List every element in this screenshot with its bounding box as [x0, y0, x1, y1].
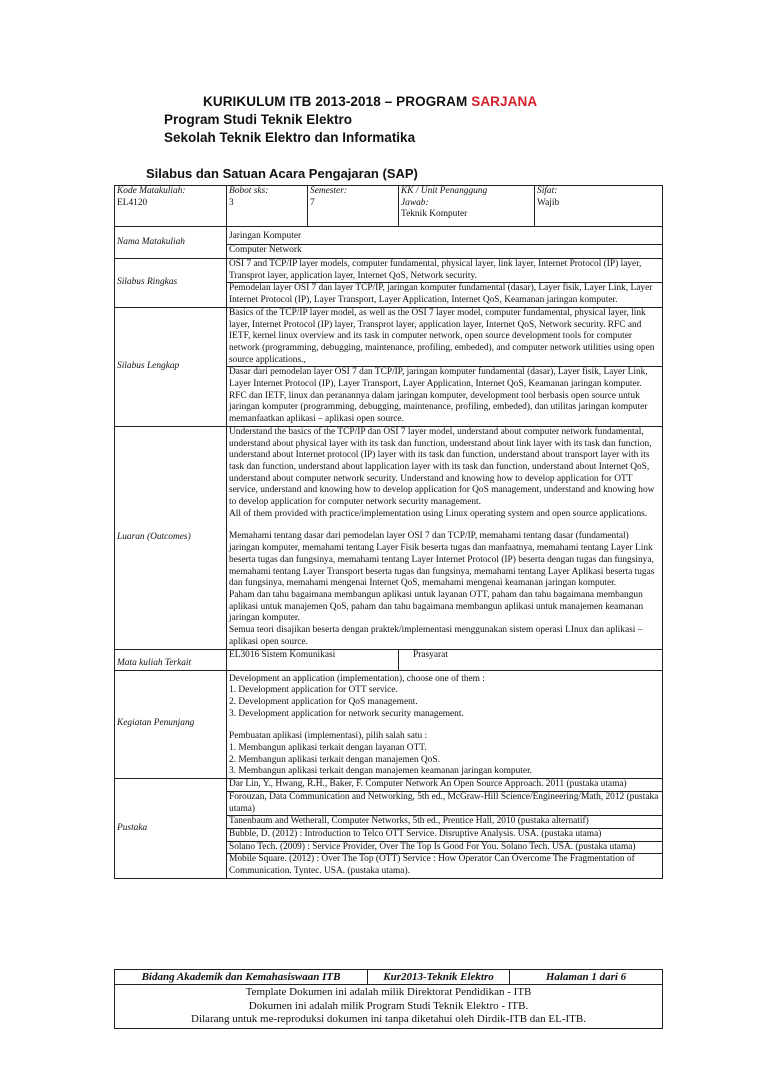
- semester-value: 7: [310, 197, 315, 208]
- terkait-label: Mata kuliah Terkait: [115, 649, 227, 670]
- kk-label-1: KK / Unit Penanggung: [401, 186, 488, 196]
- luaran-en: Understand the basics of the TCP/IP dan OSI 7 layer model, understand about computer network fundamental, understand about physical layer with its task dan function, understand about link layer with its task dan function, understand about Internet protocol (IP) layer with its task dan function, understand about transport layer with its task dan function, understand about lapplication layer with its task dan function, understand about Internet QoS, understand about computer network security. Understand and knowing how to develop application for OTT service, understand and knowing how to develop application for QoS management, understand and knowing how to develop application for computer network security management. All of them provided with practice/implementation using Linux operating system and open source applications.: [229, 426, 655, 519]
- kegiatan-cell: [227, 670, 663, 779]
- bobot-label: Bobot sks:: [229, 186, 269, 196]
- school-name: Sekolah Teknik Elektro dan Informatika: [164, 130, 416, 145]
- footer-top-row: [115, 970, 663, 985]
- lengkap-id: Dasar dari pemodelan layer OSI 7 dan TCP/IP, jaringan komputer fundamental (dasar), Layer fisik, Layer Link, Layer Internet Protocol (IP), Layer Transport, Layer Application, Internet QoS, Keamanan jaringan komputer. RFC dan IETF, linux dan peranannya dalam jaringan komputer, development tool berbasis open source untuk jaringan komputer (programming, debugging, maintenance, profiling, embeded), dan utilitas jaringan komputer memanfaatkan aplikasi – aplikasi open source.: [227, 367, 663, 427]
- lengkap-en: Basics of the TCP/IP layer model, as well as the OSI 7 layer model, computer fundamental, physical layer, link layer, Internet Protocol (IP) layer, Transprot layer, application layer, Internet QoS, Network security. RFC and IETF, kernel linux overview and its task in computer network, open source development tools for computer network (programming, debugging, maintenance, profiling, embeded), and computer network utilities using open source applications.,: [227, 307, 663, 367]
- luaran-id: Memahami tentang dasar dari pemodelan layer OSI 7 dan TCP/IP, memahami tentang dasar (fundamental) jaringan komputer, memahami tentang Layer Fisik beserta tugas dan manfaatnya, memahami tentang Layer Link beserta tugas dan fungsinya, memahami tentang Layer Internet Protocol (IP) beserta dengan tugas dan fungsinya, memahami tentang Layer Transport beserta tugas dan fungsinya, memahami tentang Layer Aplikasi beserta tugas dan fungsinya, memahami mengenai Internet QoS, memahami mengenai keamanan jaringan komputer. Paham dan tahu bagaimana membangun aplikasi untuk layanan OTT, paham dan tahu bagaimana membangun aplikasi untuk manajemen QoS, paham dan tahu bagaimana membangun aplikasi untuk manajemen keamanan jaringan komputer. Semua teori disajikan beserta dengan praktek/implementasi menggunakan sistem operasi LInux dan aplikasi – aplikasi open source.: [229, 531, 655, 647]
- nama-id: Jaringan Komputer: [227, 227, 663, 245]
- pustaka-item: Solano Tech. (2009) : Service Provider, Over The Top Is Good For You. Solano Tech. USA. (pustaka utama): [227, 841, 663, 854]
- ringkas-id: Pemodelan layer OSI 7 dan layer TCP/IP, jaringan komputer fundamental (dasar), Layer fisik, Layer Link, Layer Internet Protocol (IP), Layer Transport, Layer Application, Internet QoS, Keamanan jaringan komputer.: [227, 283, 663, 307]
- kode-label: Kode Matakuliah:: [117, 186, 186, 196]
- footer-notice: [115, 985, 663, 1029]
- sifat-value: Wajib: [537, 197, 560, 208]
- ringkas-label: Silabus Ringkas: [115, 259, 227, 308]
- kegiatan-label: Kegiatan Penunjang: [115, 670, 227, 779]
- terkait-course: EL3016 Sistem Komunikasi: [227, 649, 399, 670]
- terkait-type: Prasyarat: [399, 649, 663, 670]
- pustaka-item: Bubble, D. (2012) : Introduction to Telco OTT Service. Disruptive Analysis. USA. (pustaka utama): [227, 828, 663, 841]
- course-info-row: [115, 186, 663, 227]
- lengkap-row: [115, 307, 663, 367]
- title-highlight: SARJANA: [471, 94, 538, 109]
- bobot-value: 3: [229, 197, 234, 208]
- pustaka-item: Forouzan, Data Communication and Networking, 5th ed., McGraw-Hill Science/Engineering/Math, 2012 (pustaka utama): [227, 791, 663, 815]
- nama-en: Computer Network: [227, 245, 663, 259]
- section-title: Silabus dan Satuan Acara Pengajaran (SAP): [146, 166, 418, 181]
- footer-halaman: Halaman 1 dari 6: [510, 970, 663, 985]
- luaran-label: Luaran (Outcomes): [115, 426, 227, 649]
- sifat-cell: [535, 186, 663, 227]
- semester-label: Semester:: [310, 186, 347, 196]
- ringkas-row: [115, 259, 663, 283]
- program-name: Program Studi Teknik Elektro: [164, 112, 353, 127]
- nama-row: [115, 227, 663, 245]
- kegiatan-en: Development an application (implementation), choose one of them : 1. Development application for OTT service. 2. Development application for QoS management. 3. Development application for network security management.: [229, 673, 485, 719]
- terkait-row: [115, 649, 663, 670]
- sifat-label: Sifat:: [537, 186, 558, 196]
- document-title: [203, 94, 537, 109]
- pustaka-item: Mobile Square. (2012) : Over The Top (OTT) Service : How Operator Can Overcome The Fragmentation of Communication. Tyntec. USA. (pustaka utama).: [227, 854, 663, 878]
- semester-cell: [308, 186, 399, 227]
- footer-bidang: Bidang Akademik dan Kemahasiswaan ITB: [115, 970, 368, 985]
- syllabus-table: [114, 185, 663, 879]
- luaran-row: [115, 426, 663, 649]
- ringkas-en: OSI 7 and TCP/IP layer models, computer fundamental, physical layer, link layer, Internet Protocol (IP) layer, Transprot layer, application layer, Internet QoS, Network security.: [227, 259, 663, 283]
- pustaka-item: Dar Lin, Y., Hwang, R.H., Baker, F. Computer Network An Open Source Approach. 2011 (pustaka utama): [227, 779, 663, 792]
- bobot-cell: [227, 186, 308, 227]
- pustaka-label: Pustaka: [115, 779, 227, 879]
- kk-cell: [399, 186, 535, 227]
- kode-value: EL4120: [117, 197, 148, 208]
- kk-label-2: Jawab:: [401, 197, 429, 208]
- footer-table: [114, 969, 663, 1029]
- footer-line-1: Template Dokumen ini adalah milik Direktorat Pendidikan - ITB: [245, 986, 532, 998]
- luaran-cell: [227, 426, 663, 649]
- lengkap-label: Silabus Lengkap: [115, 307, 227, 426]
- kegiatan-id: Pembuatan aplikasi (implementasi), pilih salah satu : 1. Membangun aplikasi terkait dengan layanan OTT. 2. Membangun aplikasi terkait dengan manajemen QoS. 3. Membangun aplikasi terkait dengan manajemen keamanan jaringan komputer.: [229, 731, 533, 777]
- footer-kur: Kur2013-Teknik Elektro: [368, 970, 510, 985]
- footer-line-2: Dokumen ini adalah milik Program Studi Teknik Elektro - ITB.: [248, 999, 529, 1012]
- pustaka-row: [115, 779, 663, 792]
- pustaka-item: Tanenbaum and Wetherall, Computer Networks, 5th ed., Prentice Hall, 2010 (pustaka alternatif): [227, 816, 663, 829]
- kk-value: Teknik Komputer: [401, 209, 468, 220]
- nama-label: Nama Matakuliah: [115, 227, 227, 259]
- footer-line-3: Dilarang untuk me-reproduksi dokumen ini tanpa diketahui oleh Dirdik-ITB dan EL-ITB.: [191, 1013, 586, 1025]
- footer-bottom-row: [115, 985, 663, 1029]
- title-prefix: KURIKULUM ITB 2013-2018 – PROGRAM: [203, 94, 472, 109]
- kode-cell: [115, 186, 227, 227]
- kegiatan-row: [115, 670, 663, 779]
